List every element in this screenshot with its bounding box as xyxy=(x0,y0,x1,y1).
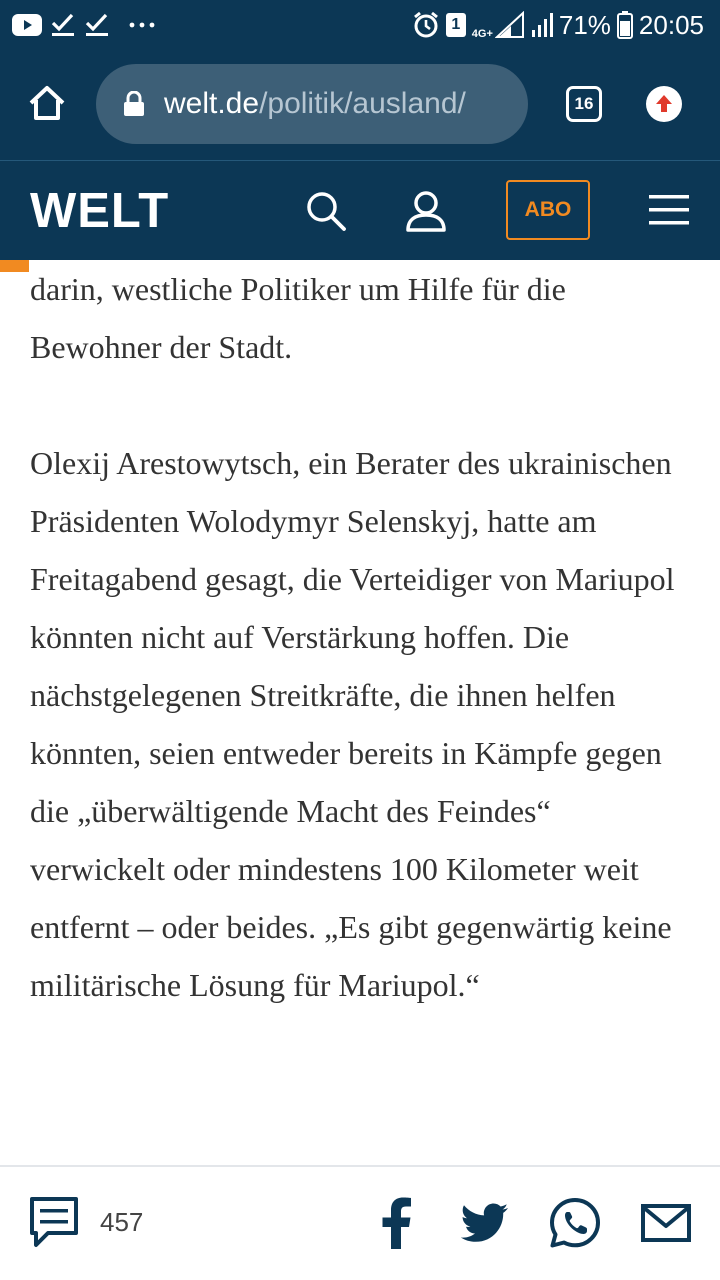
home-icon xyxy=(26,82,68,124)
address-bar[interactable] xyxy=(96,64,528,144)
user-icon[interactable] xyxy=(404,189,448,233)
home-button[interactable] xyxy=(26,82,68,124)
tab-switcher-icon[interactable]: 16 xyxy=(566,86,602,122)
menu-icon[interactable] xyxy=(648,192,690,228)
article-paragraph: Olexij Arestowytsch, ein Berater des ukrainischen Präsidenten Wolodymyr Selenskyj, hatte am Freitagabend gesagt, die Verteidiger von Mariupol könnten nicht auf Verstärkung hoffen. Die nächstgelegenen Streitkräfte, die ihnen helfen könnten, seien entweder bereits in Kämpfe gegen die „überwältigende Macht des Feindes“ verwickelt oder mindestens 100 Kilometer weit entfernt – oder beides. „Es gibt gegenwärtig keine militärische Lösung für Mariupol.“ xyxy=(30,445,675,1003)
share-bar xyxy=(0,1165,720,1280)
sim-icon: 1 xyxy=(446,13,466,37)
comment-icon xyxy=(28,1195,80,1249)
article-body xyxy=(30,260,690,1014)
site-header xyxy=(0,161,720,260)
url-path: /politik/ausland/ xyxy=(259,87,466,120)
facebook-icon[interactable] xyxy=(378,1197,414,1249)
mail-icon[interactable] xyxy=(640,1197,692,1249)
browser-toolbar xyxy=(0,50,720,161)
signal-icon xyxy=(531,12,553,38)
subscribe-button[interactable]: ABO xyxy=(506,180,590,240)
check-download-icon xyxy=(84,12,110,38)
battery-percent: 71% xyxy=(558,9,611,40)
update-arrow-icon[interactable] xyxy=(646,86,682,122)
more-dots-icon xyxy=(128,21,156,29)
network-type-label: 4G+ xyxy=(471,28,493,40)
signal-4g-icon xyxy=(472,11,525,39)
check-download-icon xyxy=(50,12,76,38)
whatsapp-icon[interactable] xyxy=(548,1197,602,1249)
search-icon[interactable] xyxy=(304,189,348,233)
battery-icon xyxy=(617,11,633,39)
twitter-icon[interactable] xyxy=(460,1197,510,1249)
youtube-icon xyxy=(12,14,42,36)
clock: 20:05 xyxy=(638,9,704,40)
alarm-icon xyxy=(412,11,440,39)
comment-count: 457 xyxy=(100,1206,144,1237)
url-host: welt.de xyxy=(164,87,260,120)
reading-progress-fill xyxy=(0,260,29,272)
lock-icon xyxy=(122,91,146,117)
welt-logo[interactable]: WELT xyxy=(30,184,170,238)
article-paragraph: darin, westliche Politiker um Hilfe für die Bewohner der Stadt. xyxy=(30,271,566,365)
comments-button[interactable] xyxy=(28,1195,143,1249)
status-bar xyxy=(0,0,720,50)
